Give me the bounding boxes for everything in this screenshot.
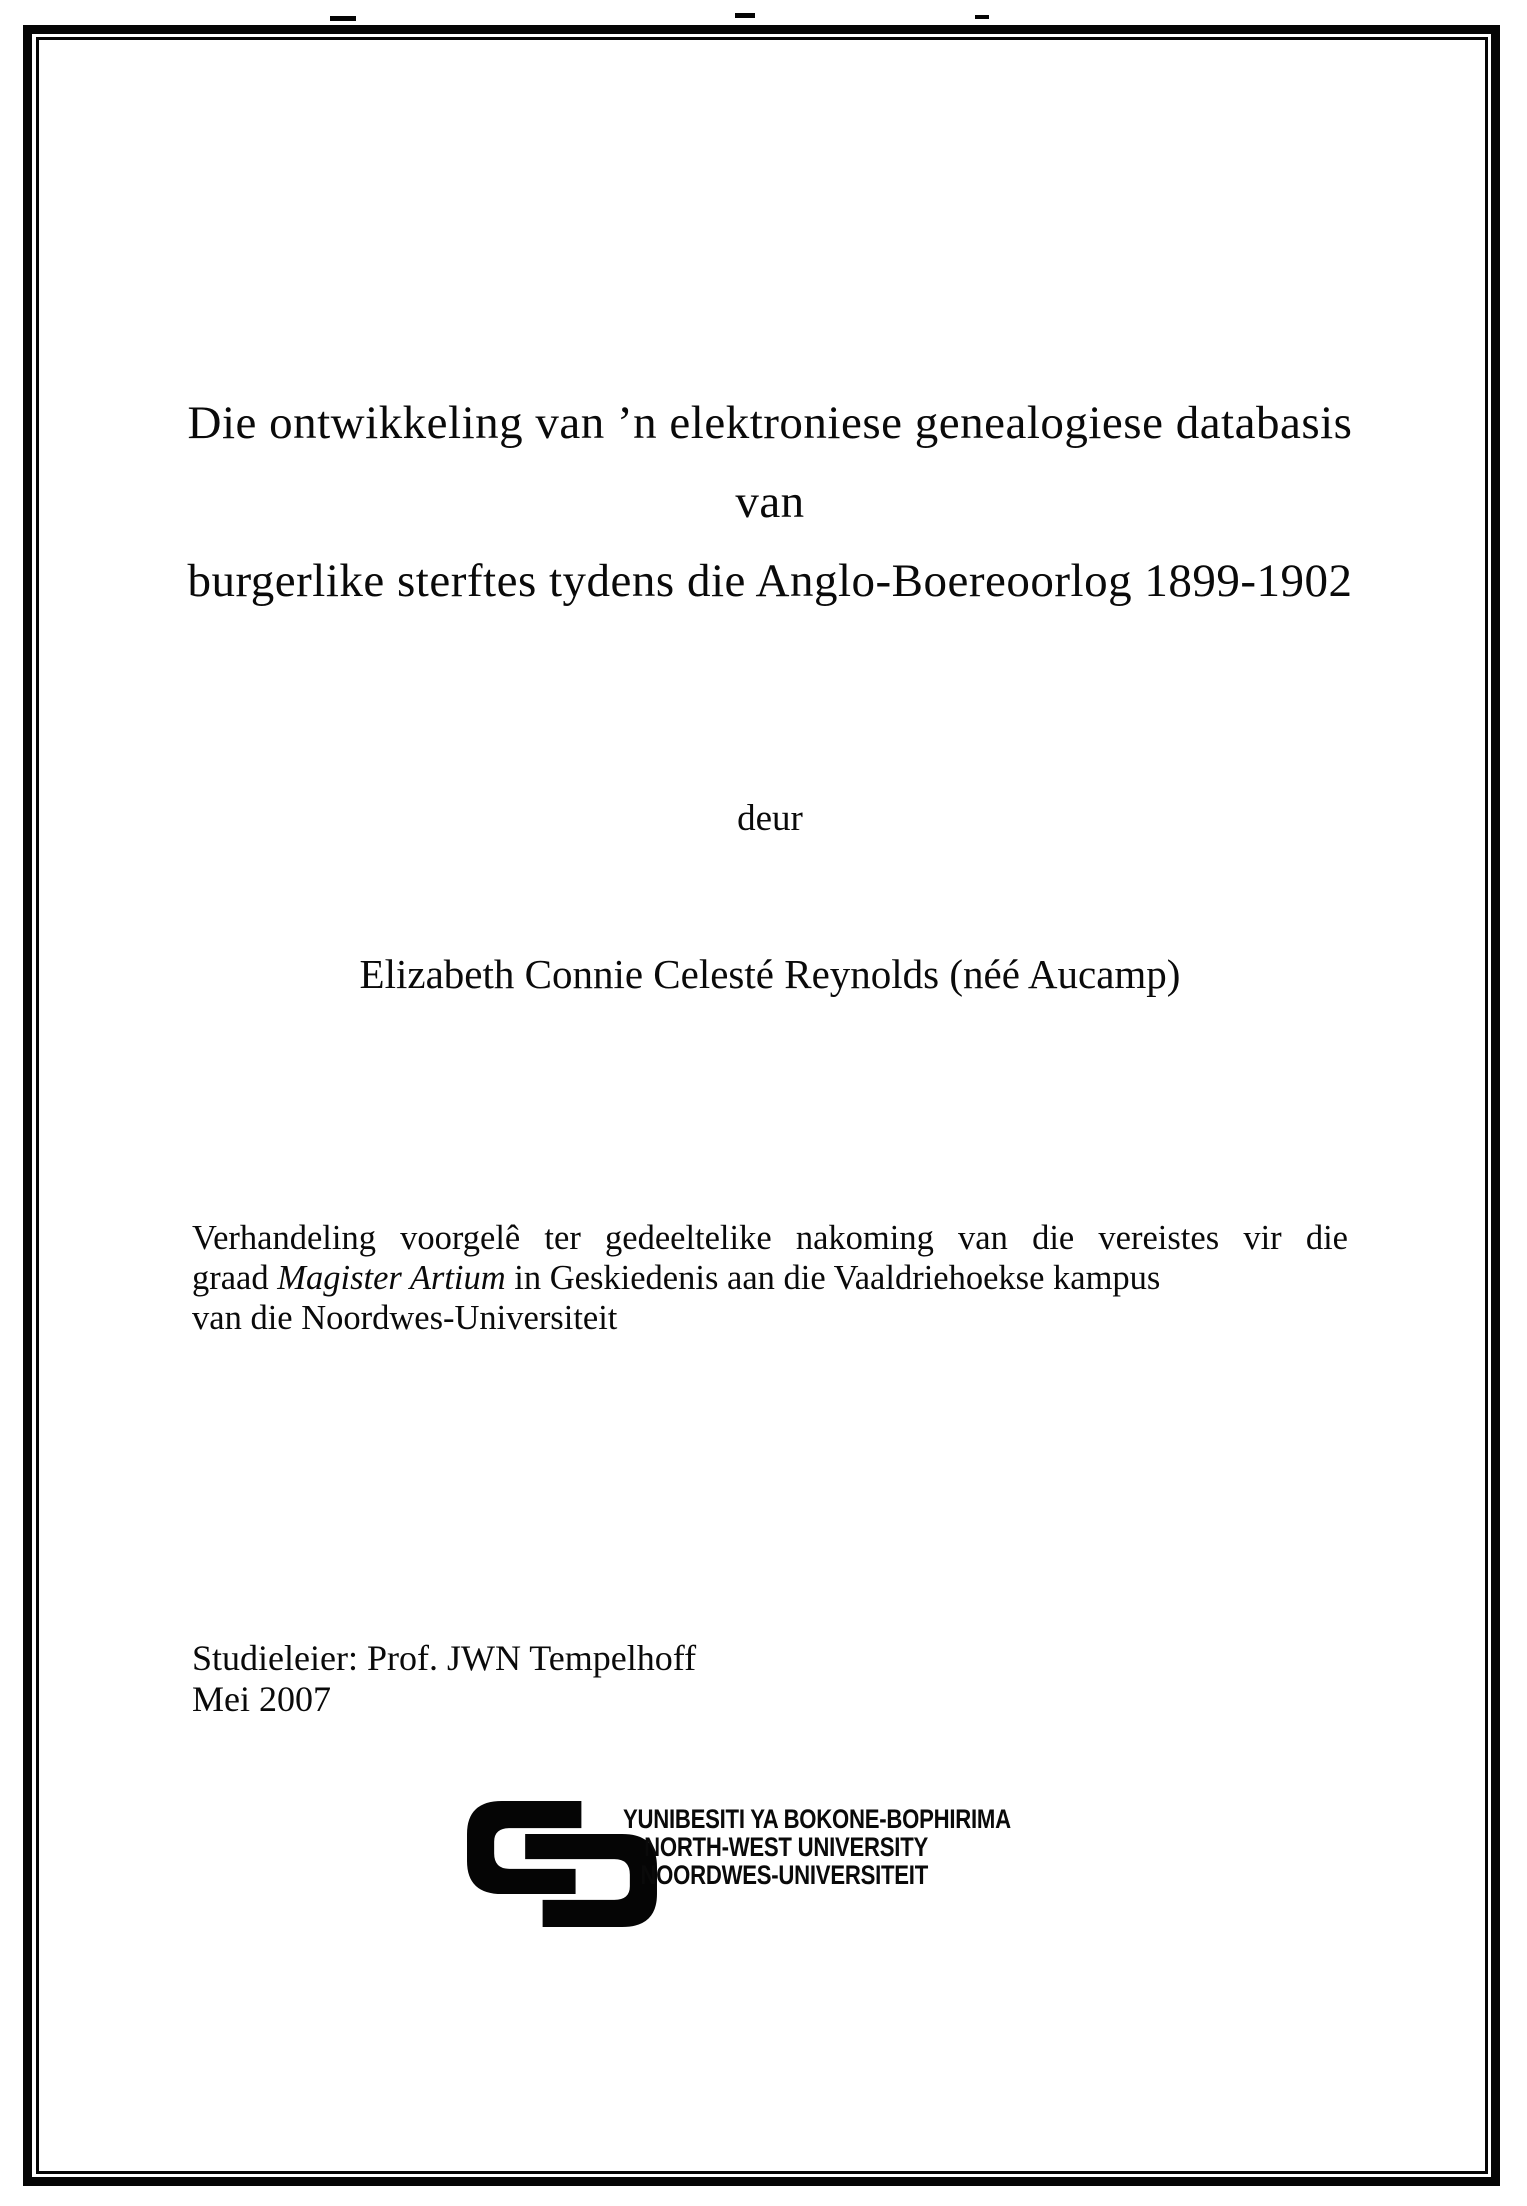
scan-speck [330, 16, 356, 21]
degree-name: Magister Artium [277, 1259, 506, 1297]
submission-statement [192, 1218, 1348, 1338]
submission-line1: Verhandeling voorgelê ter gedeeltelike nakoming van die vereistes vir die [192, 1219, 1348, 1257]
scan-speck [735, 13, 755, 18]
date-line: Mei 2007 [192, 1679, 331, 1719]
submission-line2-prefix: graad [192, 1259, 278, 1297]
byline-preposition: deur [737, 798, 803, 839]
university-name-setswana: YUNIBESITI YA BOKONE-BOPHIRIMA [622, 1804, 1011, 1834]
submission-line3: van die Noordwes-Universiteit [192, 1299, 618, 1337]
scan-speck [975, 15, 989, 19]
university-name-afrikaans: NOORDWES-UNIVERSITEIT [640, 1860, 928, 1890]
thesis-title-line2: burgerlike sterftes tydens die Anglo-Boereoorlog 1899-1902 [187, 555, 1353, 607]
supervisor-block [192, 1638, 696, 1720]
university-name-block [622, 1804, 1011, 1890]
author-name: Elizabeth Connie Celesté Reynolds (néé Aucamp) [359, 951, 1181, 997]
thesis-title-line1: Die ontwikkeling van ’n elektroniese genealogiese databasis van [187, 397, 1353, 528]
thesis-title [185, 384, 1355, 621]
university-name-english: NORTH-WEST UNIVERSITY [644, 1832, 928, 1862]
submission-line2 [192, 1258, 1348, 1298]
supervisor-line: Studieleier: Prof. JWN Tempelhoff [192, 1638, 697, 1678]
submission-line2-suffix: in Geskiedenis aan die Vaaldriehoekse kampus [505, 1259, 1161, 1297]
